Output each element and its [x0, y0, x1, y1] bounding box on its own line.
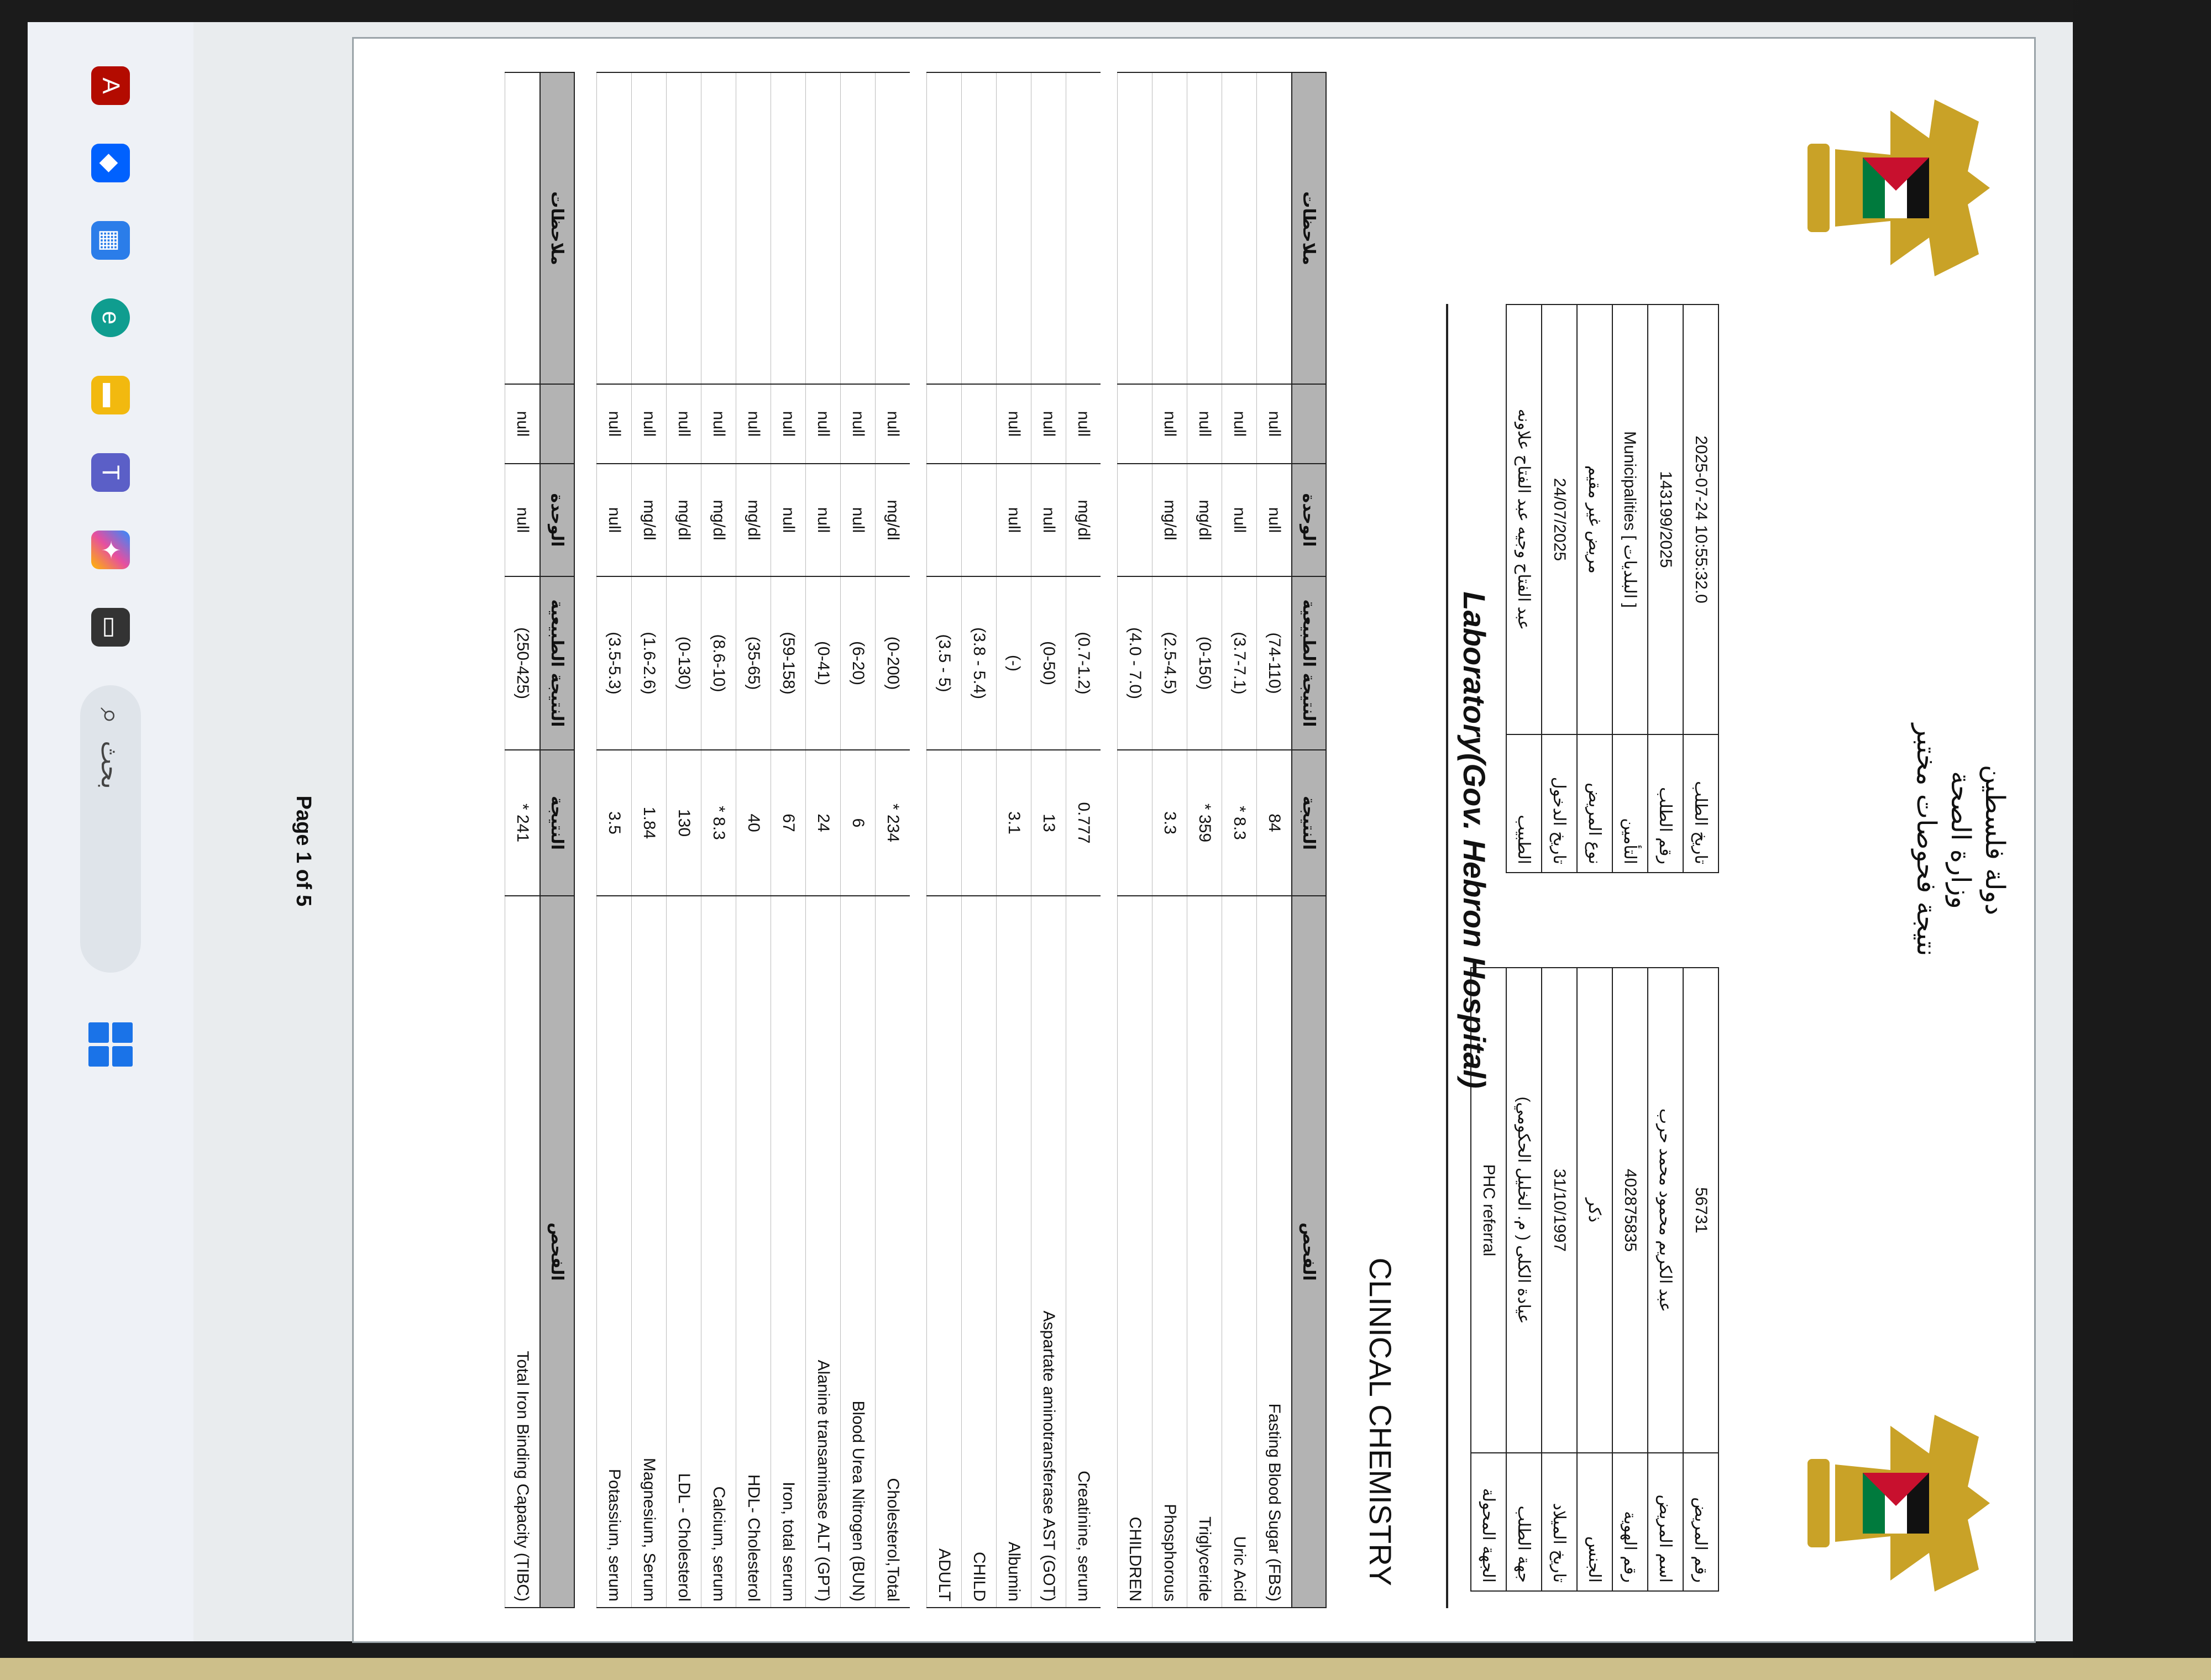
unit-cell: mg/dl	[632, 464, 667, 576]
result-value-cell: * 8.3	[1222, 750, 1257, 896]
info-value: مريض غير مقيم	[1577, 305, 1612, 734]
col-notes: ملاحظات	[1292, 72, 1326, 384]
results-table-2	[505, 72, 575, 1608]
result-value-cell: 24	[806, 750, 841, 896]
result-row	[1257, 72, 1292, 1608]
file-explorer-icon[interactable]: ▬	[91, 376, 130, 414]
request-info-table	[1506, 304, 1719, 873]
info-value: Municipalities [ البلديات ]	[1612, 305, 1648, 734]
info-row	[1683, 968, 1718, 1591]
unit-cell: null	[997, 464, 1031, 576]
test-name-cell: Cholesterol,Total	[876, 896, 910, 1608]
result-value-cell: 130	[667, 750, 701, 896]
notes-cell	[1222, 72, 1257, 384]
info-row	[1648, 305, 1683, 873]
info-row	[1506, 968, 1542, 1591]
notes-cell	[597, 72, 632, 384]
normal-range-cell: (1.6-2.6)	[632, 576, 667, 750]
result-value-cell	[1118, 750, 1152, 896]
result-value-cell: 3.5	[597, 750, 632, 896]
test-name-cell: Total Iron Binding Capacity (TIBC)	[505, 896, 541, 1608]
normal-range-cell: (0-130)	[667, 576, 701, 750]
test-name-cell: Potassium, serum	[597, 896, 632, 1608]
test-name-cell: CHILD	[962, 896, 997, 1608]
result-value-cell	[962, 750, 997, 896]
col-unit: الوحدة	[540, 464, 574, 576]
notes-cell	[632, 72, 667, 384]
info-row	[1542, 968, 1577, 1591]
info-label: رقم الهوية	[1612, 1453, 1648, 1591]
unit-cell: null	[1257, 464, 1292, 576]
normal-range-cell: (0-41)	[806, 576, 841, 750]
heading-report-title: نتيجة فحوصات مختبر	[1911, 723, 1942, 957]
unit-cell: mg/dl	[876, 464, 910, 576]
test-name-cell: Magnesium, Serum	[632, 896, 667, 1608]
notes-cell	[505, 72, 541, 384]
dropbox-icon[interactable]: ◆	[91, 144, 130, 182]
null-cell: null	[876, 384, 910, 464]
result-row	[1118, 72, 1152, 1608]
null-cell: null	[1187, 384, 1222, 464]
normal-range-cell: (74-110)	[1257, 576, 1292, 750]
group-separator	[1101, 72, 1118, 1608]
lab-report-document	[354, 39, 2034, 1641]
col-unit: الوحدة	[1292, 464, 1326, 576]
result-value-cell: 84	[1257, 750, 1292, 896]
taskbar	[28, 22, 193, 1641]
result-value-cell: 40	[736, 750, 771, 896]
unit-cell: null	[771, 464, 806, 576]
info-row	[1683, 305, 1718, 873]
result-row	[1187, 72, 1222, 1608]
info-label: رقم المريض	[1683, 1453, 1718, 1591]
result-row	[597, 72, 632, 1608]
normal-range-cell: (3.8 - 5.4)	[962, 576, 997, 750]
normal-range-cell: (-)	[997, 576, 1031, 750]
col-result: النتيجة	[540, 750, 574, 896]
null-cell: null	[1031, 384, 1066, 464]
test-name-cell: Alanine transaminase ALT (GPT)	[806, 896, 841, 1608]
results-table	[596, 72, 1327, 1608]
normal-range-cell: (4.0 - 7.0)	[1118, 576, 1152, 750]
result-value-cell: 3.1	[997, 750, 1031, 896]
normal-range-cell: (35-65)	[736, 576, 771, 750]
notes-cell	[667, 72, 701, 384]
notes-cell	[876, 72, 910, 384]
palestine-emblem-icon	[1791, 88, 2001, 287]
normal-range-cell: (0-50)	[1031, 576, 1066, 750]
edge-icon[interactable]: e	[91, 298, 130, 337]
info-row	[1648, 968, 1683, 1591]
null-cell: null	[1152, 384, 1187, 464]
col-normal: النتيجة الطبيعية	[1292, 576, 1326, 750]
col-blank	[1292, 384, 1326, 464]
info-label: الطبيب	[1506, 734, 1542, 873]
notes-cell	[962, 72, 997, 384]
result-value-cell: 3.3	[1152, 750, 1187, 896]
result-value-cell	[927, 750, 962, 896]
notes-cell	[997, 72, 1031, 384]
notes-cell	[1152, 72, 1187, 384]
page-indicator: Page 1 of 5	[292, 795, 315, 907]
result-row	[876, 72, 910, 1608]
patient-info-table	[1470, 967, 1719, 1592]
info-label: تاريخ الدخول	[1542, 734, 1577, 873]
info-value: عبد الكريم محمود محمد حرب	[1648, 968, 1683, 1453]
col-normal: النتيجة الطبيعية	[540, 576, 574, 750]
col-result: النتيجة	[1292, 750, 1326, 896]
info-value: 31/10/1997	[1542, 968, 1577, 1453]
null-cell: null	[701, 384, 736, 464]
group-separator	[910, 72, 927, 1608]
notes-cell	[771, 72, 806, 384]
null-cell: null	[997, 384, 1031, 464]
null-cell	[1118, 384, 1152, 464]
info-label: رقم الطلب	[1648, 734, 1683, 873]
null-cell: null	[771, 384, 806, 464]
col-blank	[540, 384, 574, 464]
null-cell: null	[505, 384, 541, 464]
unit-cell: null	[1031, 464, 1066, 576]
notes-cell	[1066, 72, 1101, 384]
info-label: اسم المريض	[1648, 1453, 1683, 1591]
normal-range-cell: (0.7-1.2)	[1066, 576, 1101, 750]
null-cell: null	[806, 384, 841, 464]
notes-cell	[806, 72, 841, 384]
test-name-cell: Creatinine, serum	[1066, 896, 1101, 1608]
heading-state: دولة فلسطين	[1979, 764, 2010, 916]
info-row	[1612, 305, 1648, 873]
screen	[166, 22, 2073, 1641]
null-cell: null	[667, 384, 701, 464]
notes-cell	[1257, 72, 1292, 384]
notes-cell	[927, 72, 962, 384]
test-name-cell: Fasting Blood Sugar (FBS)	[1257, 896, 1292, 1608]
result-row	[667, 72, 701, 1608]
null-cell: null	[1066, 384, 1101, 464]
test-name-cell: Aspartate aminotransferase AST (GOT)	[1031, 896, 1066, 1608]
null-cell: null	[841, 384, 876, 464]
normal-range-cell: (3.5 - 5)	[927, 576, 962, 750]
normal-range-cell: (59-158)	[771, 576, 806, 750]
unit-cell	[1118, 464, 1152, 576]
normal-range-cell: (250-425)	[505, 576, 541, 750]
info-label: التأمين	[1612, 734, 1648, 873]
test-name-cell: ADULT	[927, 896, 962, 1608]
copilot-icon[interactable]: ✦	[91, 531, 130, 569]
info-value: 143199/2025	[1648, 305, 1683, 734]
unit-cell: mg/dl	[1187, 464, 1222, 576]
unit-cell: null	[806, 464, 841, 576]
info-row	[1542, 305, 1577, 873]
result-value-cell: 13	[1031, 750, 1066, 896]
info-value: 2025-07-24 10:55:32.0	[1683, 305, 1718, 734]
result-row	[997, 72, 1031, 1608]
test-name-cell: Phosphorous	[1152, 896, 1187, 1608]
result-row	[806, 72, 841, 1608]
test-name-cell: Uric Acid	[1222, 896, 1257, 1608]
info-label: الجهة المحولة	[1471, 1453, 1506, 1591]
notes-cell	[841, 72, 876, 384]
test-name-cell: Iron, total serum	[771, 896, 806, 1608]
null-cell: null	[632, 384, 667, 464]
test-name-cell: Triglyceride	[1187, 896, 1222, 1608]
heading-ministry: وزارة الصحة	[1945, 771, 1976, 909]
null-cell	[927, 384, 962, 464]
result-row	[1152, 72, 1187, 1608]
unit-cell: mg/dl	[1066, 464, 1101, 576]
section-title: CLINICAL CHEMISTRY	[1363, 1257, 1398, 1586]
unit-cell: null	[505, 464, 541, 576]
info-value: 402875835	[1612, 968, 1648, 1453]
test-name-cell: Blood Urea Nitrogen (BUN)	[841, 896, 876, 1608]
info-value: 56731	[1683, 968, 1718, 1453]
teams-icon[interactable]: T	[91, 453, 130, 492]
test-name-cell: HDL- Cholesterol	[736, 896, 771, 1608]
result-row	[927, 72, 962, 1608]
notes-cell	[736, 72, 771, 384]
store-icon[interactable]: ▦	[91, 221, 130, 260]
normal-range-cell: (3.7-7.1)	[1222, 576, 1257, 750]
result-value-cell: * 241	[505, 750, 541, 896]
info-value: 24/07/2025	[1542, 305, 1577, 734]
unit-cell: mg/dl	[701, 464, 736, 576]
result-value-cell: 0.777	[1066, 750, 1101, 896]
info-row	[1577, 305, 1612, 873]
normal-range-cell: (3.5-5.3)	[597, 576, 632, 750]
title-divider	[1446, 304, 1448, 1608]
result-row	[1222, 72, 1257, 1608]
normal-range-cell: (6-20)	[841, 576, 876, 750]
result-row	[1031, 72, 1066, 1608]
info-row	[1506, 305, 1542, 873]
palestine-emblem-icon	[1791, 1404, 2001, 1603]
search-icon: ⌕	[94, 707, 128, 725]
notes-cell	[1187, 72, 1222, 384]
null-cell: null	[1222, 384, 1257, 464]
info-label: نوع المريض	[1577, 734, 1612, 873]
info-row	[1612, 968, 1648, 1591]
null-cell: null	[736, 384, 771, 464]
result-row	[962, 72, 997, 1608]
notes-cell	[1118, 72, 1152, 384]
test-name-cell: CHILDREN	[1118, 896, 1152, 1608]
info-label: تاريخ الطلب	[1683, 734, 1718, 873]
info-value: عيادة الكلى ( م. الخليل الحكومي)	[1506, 968, 1542, 1453]
result-row	[771, 72, 806, 1608]
normal-range-cell: (0-150)	[1187, 576, 1222, 750]
test-name-cell: Calcium, serum	[701, 896, 736, 1608]
info-row	[1577, 968, 1612, 1591]
notes-cell	[701, 72, 736, 384]
taskbar-search[interactable]	[80, 685, 141, 973]
result-row	[736, 72, 771, 1608]
normal-range-cell: (8.6-10)	[701, 576, 736, 750]
col-test: الفحص	[1292, 896, 1326, 1608]
info-value: PHC referral	[1471, 968, 1506, 1453]
result-row	[505, 72, 541, 1608]
info-value: عبد الفتاح وجيه عبد الفتاح علاونه	[1506, 305, 1542, 734]
result-value-cell: 67	[771, 750, 806, 896]
normal-range-cell: (0-200)	[876, 576, 910, 750]
unit-cell: null	[1222, 464, 1257, 576]
info-value: ذكر	[1577, 968, 1612, 1453]
null-cell: null	[1257, 384, 1292, 464]
unit-cell: null	[597, 464, 632, 576]
info-label: تاريخ الميلاد	[1542, 1453, 1577, 1591]
result-row	[841, 72, 876, 1608]
info-label: الجنس	[1577, 1453, 1612, 1591]
result-row	[1066, 72, 1101, 1608]
result-value-cell: 6	[841, 750, 876, 896]
unit-cell: null	[841, 464, 876, 576]
result-value-cell: * 8.3	[701, 750, 736, 896]
windows-start-icon[interactable]	[88, 1022, 133, 1067]
result-value-cell: * 359	[1187, 750, 1222, 896]
result-row	[632, 72, 667, 1608]
acrobat-icon[interactable]: A	[91, 66, 130, 105]
app-icon[interactable]: ▭	[91, 608, 130, 647]
result-value-cell: * 234	[876, 750, 910, 896]
null-cell	[962, 384, 997, 464]
normal-range-cell: (2.5-4.5)	[1152, 576, 1187, 750]
test-name-cell: LDL - Cholesterol	[667, 896, 701, 1608]
unit-cell	[962, 464, 997, 576]
lab-title: Laboratory(Gov. Hebron Hospital)	[1457, 591, 1492, 1089]
notes-cell	[1031, 72, 1066, 384]
null-cell: null	[597, 384, 632, 464]
unit-cell: mg/dl	[736, 464, 771, 576]
unit-cell	[927, 464, 962, 576]
info-label: جهة الطلب	[1506, 1453, 1542, 1591]
unit-cell: mg/dl	[667, 464, 701, 576]
col-test: الفحص	[540, 896, 574, 1608]
test-name-cell: Albumin	[997, 896, 1031, 1608]
result-value-cell: 1.84	[632, 750, 667, 896]
unit-cell: mg/dl	[1152, 464, 1187, 576]
result-row	[701, 72, 736, 1608]
report-heading	[1909, 619, 2012, 1061]
col-notes: ملاحظات	[540, 72, 574, 384]
search-label: بحث	[96, 741, 125, 789]
